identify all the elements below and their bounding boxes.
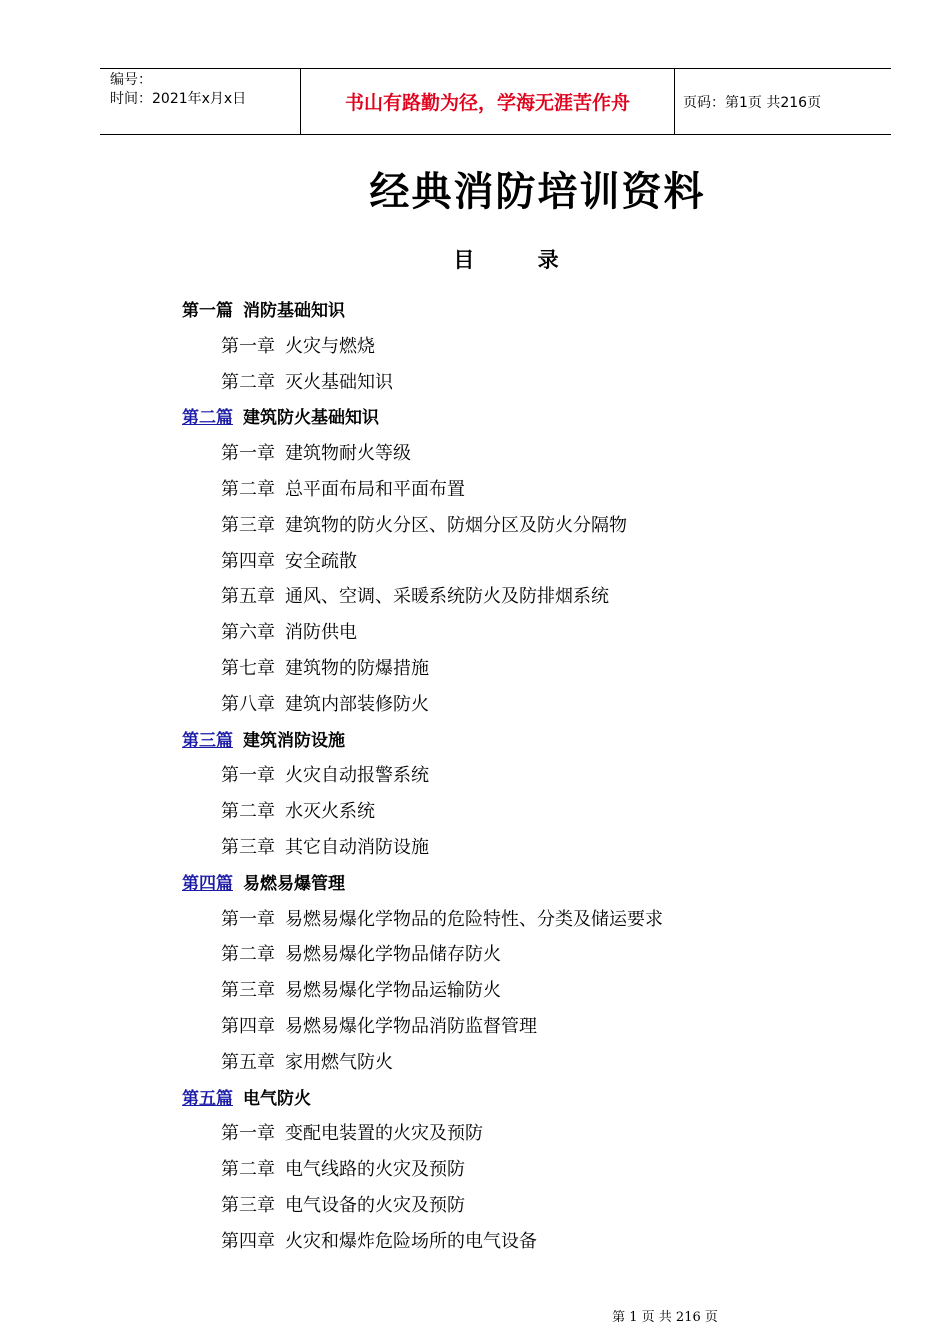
toc-chapter-entry: [182, 833, 882, 869]
toc-chapter-entry: [182, 761, 882, 797]
toc-entry-title: 消防基础知识: [243, 301, 345, 321]
toc-entry-number: 第一章: [221, 908, 275, 930]
toc-chapter-entry: [182, 439, 882, 475]
toc-entry-title: 安全疏散: [285, 550, 357, 572]
toc-chapter-entry: [182, 690, 882, 726]
page-footer: 第 1 页 共 216 页: [612, 1310, 718, 1325]
toc-entry-title: 家用燃气防火: [285, 1051, 393, 1073]
toc-entry-title: 火灾与燃烧: [285, 335, 375, 357]
toc-chapter-entry: [182, 582, 882, 618]
toc-chapter-entry: [182, 1227, 882, 1263]
toc-entry-title: 建筑内部装修防火: [285, 693, 429, 715]
toc-entry-number: 第二章: [221, 478, 275, 500]
toc-part-link[interactable]: 第五篇: [182, 1088, 233, 1109]
header-meta: [100, 69, 301, 134]
toc-entry-number: 第七章: [221, 657, 275, 679]
toc-entry-number: 第八章: [221, 693, 275, 715]
document-title: 经典消防培训资料: [369, 168, 706, 215]
toc-part-entry[interactable]: [182, 1084, 882, 1120]
toc-entry-title: 建筑物的防火分区、防烟分区及防火分隔物: [285, 514, 627, 536]
page-header: [100, 68, 891, 135]
toc-entry-title: 易燃易爆管理: [243, 873, 345, 894]
toc-entry-title: 电气设备的火灾及预防: [285, 1194, 465, 1216]
toc-entry-title: 易燃易爆化学物品储存防火: [285, 944, 501, 966]
toc-part-link[interactable]: 第四篇: [182, 873, 233, 894]
toc-chapter-entry: [182, 475, 882, 511]
toc-entry-number: 第二章: [221, 1159, 275, 1181]
toc-entry-title: 建筑消防设施: [243, 730, 345, 751]
header-page-info: 页码：第1页 共216页: [683, 94, 822, 111]
toc-entry-number: 第四章: [221, 550, 275, 572]
toc-chapter-entry: [182, 976, 882, 1012]
toc-entry-title: 易燃易爆化学物品的危险特性、分类及储运要求: [285, 908, 663, 930]
toc-part-entry[interactable]: [182, 869, 882, 905]
toc-entry-title: 建筑物耐火等级: [285, 443, 411, 465]
toc-entry-number: 第一章: [221, 1123, 275, 1145]
toc-entry-number: 第六章: [221, 622, 275, 644]
toc-entry-number: 第一章: [221, 765, 275, 787]
toc-heading: 目 录: [453, 247, 587, 272]
toc-entry-number: 第二章: [221, 371, 275, 393]
toc-entry-number: 第四章: [221, 1015, 275, 1037]
toc-entry-number: 第三章: [221, 836, 275, 858]
toc-part-entry[interactable]: [182, 726, 882, 762]
toc-entry-number: 第二章: [221, 801, 275, 823]
toc-chapter-entry: [182, 511, 882, 547]
toc-entry-number: 第三章: [221, 980, 275, 1002]
toc-entry-number: 第一篇: [182, 301, 233, 321]
toc-entry-title: 灭火基础知识: [285, 371, 393, 393]
toc-part-entry[interactable]: [182, 403, 882, 439]
toc-chapter-entry: [182, 1191, 882, 1227]
toc-entry-number: 第一章: [221, 443, 275, 465]
toc-entry-title: 火灾自动报警系统: [285, 765, 429, 787]
toc-entry-number: 第三章: [221, 1194, 275, 1216]
toc-chapter-entry: [182, 940, 882, 976]
toc-entry-title: 其它自动消防设施: [285, 836, 429, 858]
toc-part-link[interactable]: 第三篇: [182, 730, 233, 751]
toc-entry-number: 第一章: [221, 335, 275, 357]
toc-entry-number: 第三章: [221, 514, 275, 536]
toc-part-entry: [182, 296, 882, 332]
toc-chapter-entry: [182, 1119, 882, 1155]
toc-entry-title: 火灾和爆炸危险场所的电气设备: [285, 1230, 537, 1252]
time-label: 时间：2021年x月x日: [110, 91, 247, 107]
toc-entry-title: 建筑物的防爆措施: [285, 657, 429, 679]
toc-entry-number: 第四章: [221, 1230, 275, 1252]
toc-entry-number: 第五章: [221, 586, 275, 608]
toc-entry-title: 建筑防火基础知识: [243, 408, 379, 429]
toc-part-link[interactable]: 第二篇: [182, 408, 233, 429]
toc-entry-title: 电气线路的火灾及预防: [285, 1159, 465, 1181]
toc-chapter-entry: [182, 905, 882, 941]
toc-entry-title: 总平面布局和平面布置: [285, 478, 465, 500]
toc-entry-title: 易燃易爆化学物品运输防火: [285, 980, 501, 1002]
toc-entry-number: 第二章: [221, 944, 275, 966]
toc-entry-title: 水灭火系统: [285, 801, 375, 823]
toc-chapter-entry: [182, 547, 882, 583]
serial-label: 编号：: [110, 72, 152, 88]
toc-chapter-entry: [182, 1012, 882, 1048]
table-of-contents: [182, 296, 882, 1263]
toc-chapter-entry: [182, 332, 882, 368]
toc-entry-title: 电气防火: [243, 1088, 311, 1109]
toc-chapter-entry: [182, 654, 882, 690]
toc-chapter-entry: [182, 618, 882, 654]
toc-chapter-entry: [182, 1048, 882, 1084]
header-motto: 书山有路勤为径，学海无涯苦作舟: [301, 69, 675, 134]
toc-chapter-entry: [182, 368, 882, 404]
toc-chapter-entry: [182, 797, 882, 833]
toc-chapter-entry: [182, 1155, 882, 1191]
toc-entry-number: 第五章: [221, 1051, 275, 1073]
toc-entry-title: 通风、空调、采暖系统防火及防排烟系统: [285, 586, 609, 608]
toc-entry-title: 消防供电: [285, 622, 357, 644]
toc-entry-title: 易燃易爆化学物品消防监督管理: [285, 1015, 537, 1037]
toc-entry-title: 变配电装置的火灾及预防: [285, 1123, 483, 1145]
